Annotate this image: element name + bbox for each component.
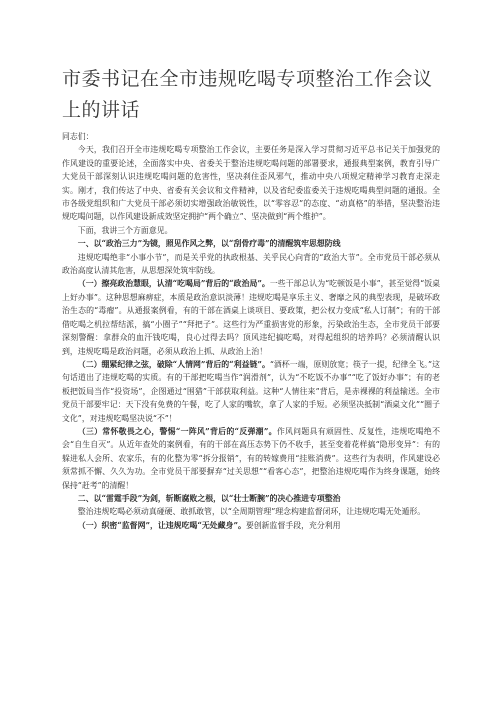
section-1a-paragraph [62, 277, 440, 357]
salutation: 同志们： [62, 132, 94, 141]
section-1c-paragraph [62, 425, 440, 492]
section-2a-text: 要创新监督手段，充分利用 [245, 520, 341, 530]
section-2a-heading: （一）织密“监督网”，让违规吃喝“无处藏身”。 [77, 520, 246, 530]
document-body [62, 130, 440, 532]
section-1b-heading: （二）绷紧纪律之弦，破除“人情网”背后的“利益链”。 [77, 359, 270, 369]
section-2-heading: 二、以“雷霆手段”为剑，斩断腐败之根，以“壮士断腕”的决心推进专项整治 [77, 493, 341, 503]
transition-paragraph: 下面，我讲三个方面意见。 [77, 225, 173, 235]
section-1c-heading: （三）常怀敬畏之心，警惕“一阵风”背后的“反弹潮”。 [77, 426, 277, 436]
section-1-paragraph: 违规吃喝绝非“小事小节”，而是关乎党的执政根基、关乎民心向背的“政治大节”。全市党员干部必须从政治高度认清其危害，从思想深处筑牢防线。 [62, 252, 440, 276]
section-1b-text: “酒杯一端，原则放宽；筷子一提，纪律全飞。”这句话道出了违规吃喝的实质。有的干部把吃喝当作“润滑剂”，认为“不吃饭不办事”“吃了饭好办事”；有的老板把饭局当作“投资场”，企图通过“围猎”干部获取利益。这种“人情往来”背后，是赤裸裸的利益输送。全市党员干部要牢记：天下没有免费的午餐，吃了人家的嘴软，拿了人家的手短。必须坚决抵制“酒桌文化”“圈子文化”，对违规吃喝坚决说“不”！ [62, 359, 440, 423]
section-1-heading: 一、以“政治三力”为镜，照见作风之弊，以“刮骨疗毒”的清醒筑牢思想防线 [77, 239, 341, 249]
intro-paragraph: 今天，我们召开全市违规吃喝专项整治工作会议，主要任务是深入学习贯彻习近平总书记关于加强党的作风建设的重要论述，全面落实中央、省委关于整治违规吃喝问题的部署要求，通报典型案例，教育引导广大党员干部深刻认识违规吃喝问题的危害性，坚决刹住歪风邪气，推动中央八项规定精神学习教育走深走实。刚才，我们传达了中央、省委有关会议和文件精神，以及省纪委监委关于违规吃喝典型问题的通报。全市各级党组织和广大党员干部必须切实增强政治敏锐性，以“零容忍”的态度、“动真格”的举措，坚决整治违规吃喝问题，以作风建设新成效坚定拥护“两个确立”、坚决做到“两个维护”。 [62, 145, 440, 222]
section-1a-heading: （一）擦亮政治慧眼，认清“吃喝局”背后的“政治局”。 [77, 279, 270, 289]
document-title: 市委书记在全市违规吃喝专项整治工作会议上的讲话 [62, 68, 433, 121]
section-2-paragraph: 整治违规吃喝必须动真碰硬、敢抓敢管，以“全周期管理”理念构建监督闭环，让违规吃喝无处遁形。 [77, 507, 426, 517]
section-1b-paragraph [62, 358, 440, 425]
section-1a-text: 一些干部总认为“吃顿饭是小事”，甚至觉得“饭桌上好办事”。这种思想麻痹症，本质是政治意识淡薄！违规吃喝是享乐主义、奢靡之风的典型表现，是破坏政治生态的“毒瘤”。从通报案例看，有的干部在酒桌上谈项目、要政策，把公权力变成“私人订制”；有的干部借吃喝之机拉帮结派，搞“小圈子”“拜把子”。这些行为严重损害党的形象，污染政治生态，全市党员干部要深刻警醒：拿群众的血汗钱吃喝，良心过得去吗？顶风违纪搞吃喝，对得起组织的培养吗？必须清醒认识到，违规吃喝是政治问题，必须从政治上抓、从政治上治！ [62, 279, 440, 356]
section-2a-paragraph [62, 519, 440, 532]
section-1c-text: 作风问题具有顽固性、反复性，违规吃喝绝不会“自生自灭”。从近年查处的案例看，有的干部在高压态势下仍不收手，甚至变着花样搞“隐形变异”：有的躲进私人会所、农家乐，有的化整为零“拆分报销”，有的转嫁费用“挂账消费”。这些行为表明，作风建设必须常抓不懈、久久为功。全市党员干部要摒弃“过关思想”“看客心态”，把整治违规吃喝作为终身课题，始终保持“赶考”的清醒！ [62, 426, 440, 490]
